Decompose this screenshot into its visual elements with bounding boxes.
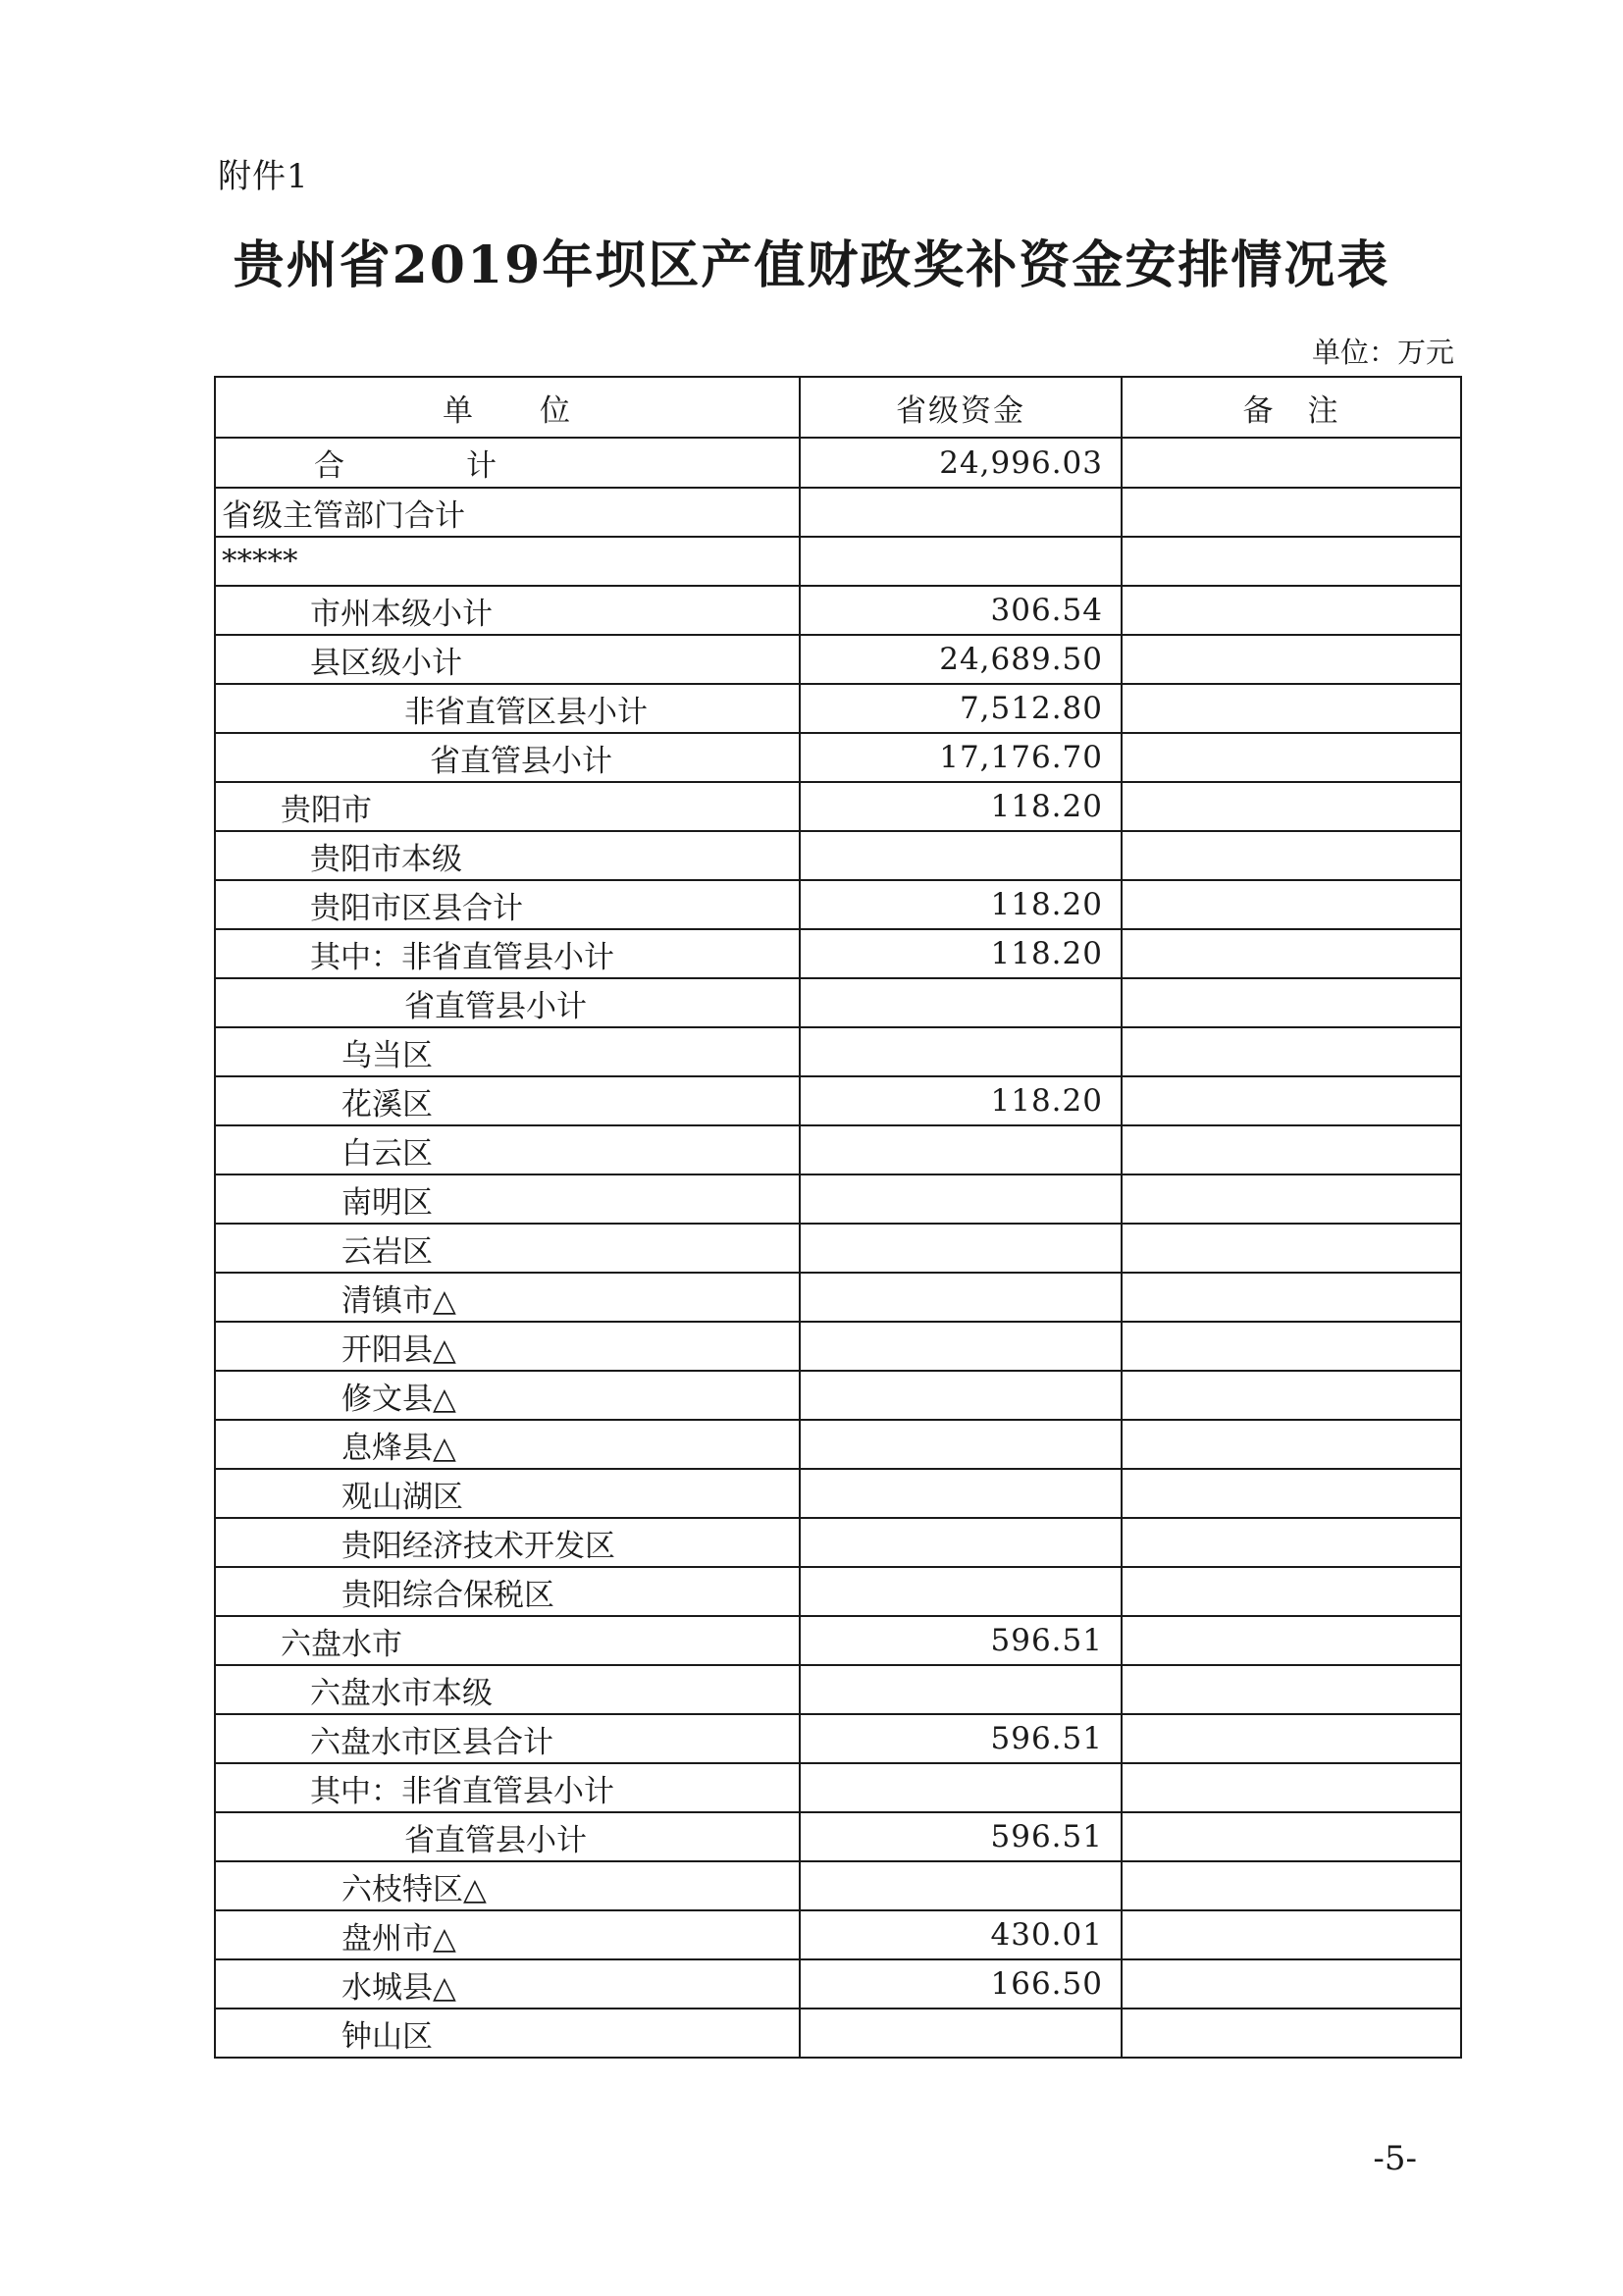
column-header-unit: 单 位 bbox=[215, 377, 800, 438]
row-remarks bbox=[1122, 1665, 1461, 1714]
table-row bbox=[215, 537, 1461, 586]
row-provincial-funds: 166.50 bbox=[800, 1959, 1122, 2009]
row-unit-name: 贵阳市本级 bbox=[215, 831, 800, 880]
table-row bbox=[215, 1469, 1461, 1518]
row-unit-name: 开阳县△ bbox=[215, 1322, 800, 1371]
row-provincial-funds bbox=[800, 1665, 1122, 1714]
row-unit-name: 省级主管部门合计 bbox=[215, 488, 800, 537]
table-row bbox=[215, 1910, 1461, 1959]
row-remarks bbox=[1122, 684, 1461, 733]
row-remarks bbox=[1122, 1076, 1461, 1125]
table-row bbox=[215, 1420, 1461, 1469]
row-remarks bbox=[1122, 1322, 1461, 1371]
row-remarks bbox=[1122, 1959, 1461, 2009]
row-unit-name: 合 计 bbox=[215, 438, 800, 488]
row-provincial-funds bbox=[800, 2009, 1122, 2058]
row-provincial-funds bbox=[800, 1469, 1122, 1518]
row-unit-name: 县区级小计 bbox=[215, 635, 800, 684]
table-row bbox=[215, 1861, 1461, 1910]
column-header-provincial-funds: 省级资金 bbox=[800, 377, 1122, 438]
row-provincial-funds: 118.20 bbox=[800, 782, 1122, 831]
table-row bbox=[215, 1174, 1461, 1224]
row-provincial-funds bbox=[800, 488, 1122, 537]
allocation-table bbox=[214, 376, 1462, 2059]
page-number: -5- bbox=[1373, 2139, 1417, 2178]
row-unit-name: 云岩区 bbox=[215, 1224, 800, 1273]
table-row bbox=[215, 635, 1461, 684]
row-provincial-funds bbox=[800, 1518, 1122, 1567]
table-row bbox=[215, 684, 1461, 733]
row-provincial-funds bbox=[800, 1273, 1122, 1322]
table-row bbox=[215, 1371, 1461, 1420]
row-unit-name: 钟山区 bbox=[215, 2009, 800, 2058]
row-provincial-funds bbox=[800, 1174, 1122, 1224]
row-provincial-funds bbox=[800, 1371, 1122, 1420]
row-unit-name: 其中：非省直管县小计 bbox=[215, 1763, 800, 1812]
row-remarks bbox=[1122, 1616, 1461, 1665]
row-provincial-funds: 596.51 bbox=[800, 1812, 1122, 1861]
row-remarks bbox=[1122, 1567, 1461, 1616]
row-provincial-funds bbox=[800, 1420, 1122, 1469]
row-unit-name: 白云区 bbox=[215, 1125, 800, 1174]
row-provincial-funds bbox=[800, 1027, 1122, 1076]
row-unit-name: 市州本级小计 bbox=[215, 586, 800, 635]
row-provincial-funds: 7,512.80 bbox=[800, 684, 1122, 733]
row-unit-name: 省直管县小计 bbox=[215, 978, 800, 1027]
column-header-remarks: 备 注 bbox=[1122, 377, 1461, 438]
row-unit-name: 水城县△ bbox=[215, 1959, 800, 2009]
row-unit-name: 修文县△ bbox=[215, 1371, 800, 1420]
row-provincial-funds: 24,689.50 bbox=[800, 635, 1122, 684]
row-provincial-funds: 118.20 bbox=[800, 929, 1122, 978]
row-remarks bbox=[1122, 537, 1461, 586]
row-provincial-funds: 306.54 bbox=[800, 586, 1122, 635]
row-remarks bbox=[1122, 488, 1461, 537]
row-unit-name: 非省直管区县小计 bbox=[215, 684, 800, 733]
row-remarks bbox=[1122, 1027, 1461, 1076]
table-row bbox=[215, 1714, 1461, 1763]
row-remarks bbox=[1122, 1861, 1461, 1910]
row-unit-name: 贵阳经济技术开发区 bbox=[215, 1518, 800, 1567]
row-unit-name: 息烽县△ bbox=[215, 1420, 800, 1469]
row-provincial-funds bbox=[800, 537, 1122, 586]
table-row bbox=[215, 2009, 1461, 2058]
row-provincial-funds bbox=[800, 831, 1122, 880]
table-row bbox=[215, 978, 1461, 1027]
row-unit-name: 省直管县小计 bbox=[215, 1812, 800, 1861]
table-row bbox=[215, 733, 1461, 782]
row-remarks bbox=[1122, 1224, 1461, 1273]
row-unit-name: 乌当区 bbox=[215, 1027, 800, 1076]
row-remarks bbox=[1122, 1910, 1461, 1959]
row-remarks bbox=[1122, 978, 1461, 1027]
row-unit-name: 省直管县小计 bbox=[215, 733, 800, 782]
row-provincial-funds: 118.20 bbox=[800, 880, 1122, 929]
row-provincial-funds bbox=[800, 1567, 1122, 1616]
row-remarks bbox=[1122, 586, 1461, 635]
row-provincial-funds: 596.51 bbox=[800, 1616, 1122, 1665]
row-unit-name: 贵阳综合保税区 bbox=[215, 1567, 800, 1616]
table-row bbox=[215, 1812, 1461, 1861]
table-row bbox=[215, 1616, 1461, 1665]
table-row bbox=[215, 1076, 1461, 1125]
row-remarks bbox=[1122, 831, 1461, 880]
row-provincial-funds: 24,996.03 bbox=[800, 438, 1122, 488]
unit-label: 单位：万元 bbox=[1311, 336, 1454, 369]
table-row bbox=[215, 1273, 1461, 1322]
row-unit-name: 盘州市△ bbox=[215, 1910, 800, 1959]
table-row bbox=[215, 1763, 1461, 1812]
table-body bbox=[215, 438, 1461, 2058]
row-unit-name: 六盘水市 bbox=[215, 1616, 800, 1665]
table-row bbox=[215, 1518, 1461, 1567]
row-unit-name: 清镇市△ bbox=[215, 1273, 800, 1322]
row-provincial-funds bbox=[800, 1322, 1122, 1371]
row-unit-name: 南明区 bbox=[215, 1174, 800, 1224]
row-remarks bbox=[1122, 635, 1461, 684]
page-title: 贵州省2019年坝区产值财政奖补资金安排情况表 bbox=[233, 235, 1390, 295]
row-provincial-funds bbox=[800, 1763, 1122, 1812]
row-unit-name: ***** bbox=[215, 537, 800, 586]
row-remarks bbox=[1122, 1273, 1461, 1322]
row-remarks bbox=[1122, 1420, 1461, 1469]
table-row bbox=[215, 1322, 1461, 1371]
row-remarks bbox=[1122, 782, 1461, 831]
row-provincial-funds: 596.51 bbox=[800, 1714, 1122, 1763]
row-remarks bbox=[1122, 1714, 1461, 1763]
table-header-row bbox=[215, 377, 1461, 438]
row-remarks bbox=[1122, 1763, 1461, 1812]
table-row bbox=[215, 782, 1461, 831]
row-unit-name: 贵阳市 bbox=[215, 782, 800, 831]
row-provincial-funds: 118.20 bbox=[800, 1076, 1122, 1125]
table-row bbox=[215, 929, 1461, 978]
table-row bbox=[215, 1224, 1461, 1273]
row-unit-name: 六盘水市本级 bbox=[215, 1665, 800, 1714]
row-remarks bbox=[1122, 1518, 1461, 1567]
table-row bbox=[215, 880, 1461, 929]
table-row bbox=[215, 1027, 1461, 1076]
row-unit-name: 观山湖区 bbox=[215, 1469, 800, 1518]
row-unit-name: 六盘水市区县合计 bbox=[215, 1714, 800, 1763]
row-remarks bbox=[1122, 880, 1461, 929]
row-remarks bbox=[1122, 733, 1461, 782]
row-remarks bbox=[1122, 1125, 1461, 1174]
row-unit-name: 贵阳市区县合计 bbox=[215, 880, 800, 929]
row-remarks bbox=[1122, 438, 1461, 488]
row-provincial-funds bbox=[800, 978, 1122, 1027]
table-row bbox=[215, 488, 1461, 537]
table-row bbox=[215, 1959, 1461, 2009]
row-remarks bbox=[1122, 929, 1461, 978]
row-unit-name: 花溪区 bbox=[215, 1076, 800, 1125]
row-provincial-funds: 17,176.70 bbox=[800, 733, 1122, 782]
row-remarks bbox=[1122, 1812, 1461, 1861]
attachment-label: 附件1 bbox=[218, 157, 309, 196]
row-unit-name: 其中：非省直管县小计 bbox=[215, 929, 800, 978]
table-row bbox=[215, 1125, 1461, 1174]
table-row bbox=[215, 1567, 1461, 1616]
table-row bbox=[215, 438, 1461, 488]
row-provincial-funds: 430.01 bbox=[800, 1910, 1122, 1959]
table-row bbox=[215, 831, 1461, 880]
row-remarks bbox=[1122, 1174, 1461, 1224]
row-provincial-funds bbox=[800, 1224, 1122, 1273]
row-remarks bbox=[1122, 2009, 1461, 2058]
row-unit-name: 六枝特区△ bbox=[215, 1861, 800, 1910]
row-provincial-funds bbox=[800, 1861, 1122, 1910]
row-remarks bbox=[1122, 1371, 1461, 1420]
table-row bbox=[215, 586, 1461, 635]
row-remarks bbox=[1122, 1469, 1461, 1518]
row-provincial-funds bbox=[800, 1125, 1122, 1174]
table-row bbox=[215, 1665, 1461, 1714]
